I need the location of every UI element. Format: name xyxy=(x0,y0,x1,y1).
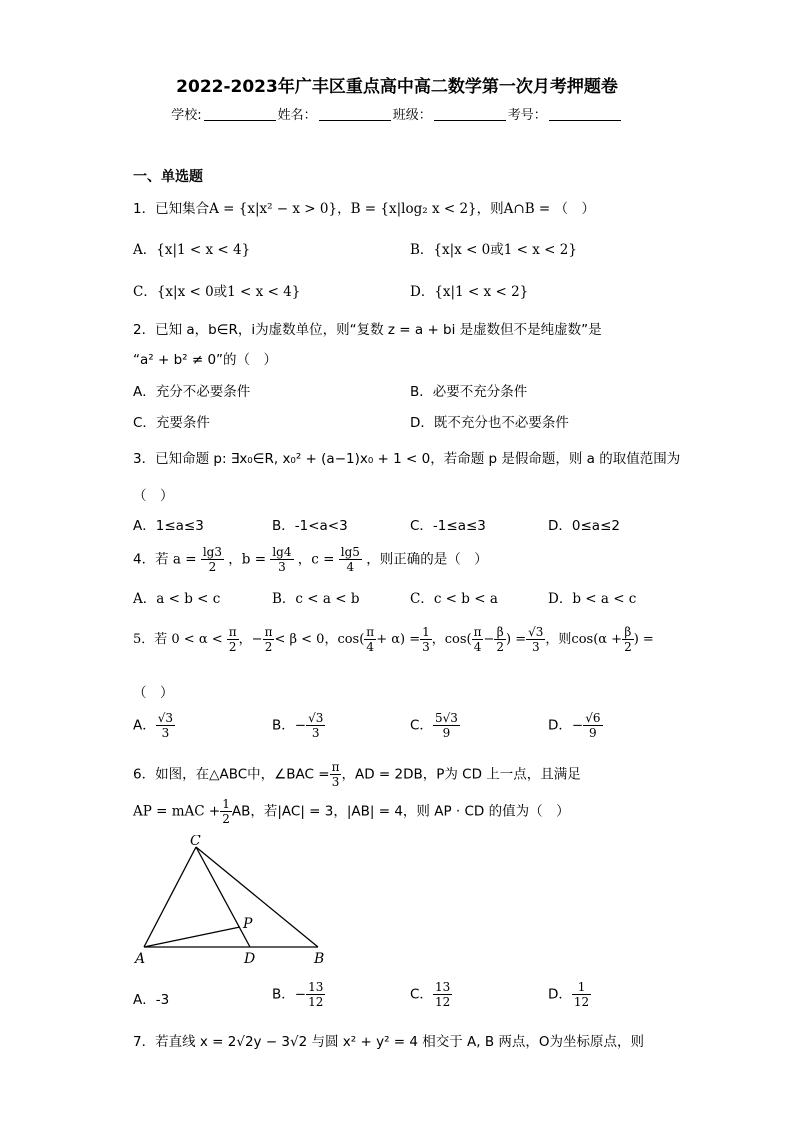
q1-comma: ， xyxy=(337,201,351,217)
q6-opt-d-label: D． xyxy=(548,986,572,1003)
q5-opt-c-label: C． xyxy=(410,717,433,734)
q2-stem-line1: 2．已知 a，b∈R，i为虚数单位，则“复数 z = a + bi 是虚数但不是纯虚数”是 xyxy=(133,322,602,338)
q6-opt-c-label: C． xyxy=(410,986,433,1003)
q6-option-c[interactable] xyxy=(410,980,452,1009)
q3-option-a[interactable]: A．1≤a≤3 xyxy=(133,518,204,534)
q1-then: ，则 xyxy=(476,201,504,217)
q7-stem-line1: 7．若直线 x = 2√2y − 3√2 与圆 x² + y² = 4 相交于 A, B 两点，O为坐标原点，则 xyxy=(133,1034,645,1050)
label-b: B xyxy=(314,951,325,967)
q6-opt-a-label: A． xyxy=(133,992,156,1008)
q5-frac-beta-2 xyxy=(494,625,506,654)
q2-option-a[interactable]: A．充分不必要条件 xyxy=(133,384,251,400)
q5-two-d: 2 xyxy=(624,640,632,654)
label-c: C xyxy=(190,835,201,849)
q4-suffix: ，则正确的是（ ） xyxy=(366,551,488,568)
q1-option-d[interactable]: D．{x|1 < x < 2} xyxy=(410,284,529,300)
q6-opt-a-value: -3 xyxy=(155,992,170,1008)
q5-pi-c: π xyxy=(366,625,375,639)
q4-a-num: lg3 xyxy=(202,545,222,559)
q5-part-b: ，− xyxy=(238,632,263,647)
q6-opt-d-frac xyxy=(572,980,591,1009)
q5-part-e: ，cos( xyxy=(431,632,472,647)
section-title: 一、单选题 xyxy=(133,169,203,185)
q5-option-b[interactable] xyxy=(272,711,325,740)
q1-stem xyxy=(133,197,595,217)
q5-option-c[interactable] xyxy=(410,711,460,740)
q5-opt-a-den: 3 xyxy=(161,726,170,740)
name-label: 姓名： xyxy=(277,108,317,123)
q3-option-c[interactable]: C．-1≤a≤3 xyxy=(410,518,486,534)
q5-part-c: < β < 0，cos( xyxy=(274,632,365,647)
q6-opt-d-num: 1 xyxy=(572,980,591,995)
q1-question: A∩B = （ ） xyxy=(503,201,596,217)
q5-stem-line2: （ ） xyxy=(133,685,174,701)
q2-stem-line2: “a² + b² ≠ 0”的（ ） xyxy=(133,352,278,368)
q6-frac-pi-3 xyxy=(330,760,342,789)
school-label: 学校: xyxy=(171,108,202,123)
q5-frac-beta-2b xyxy=(622,625,634,654)
q3-stem-line1: 3．已知命题 p: ∃x₀∈R, x₀² + (a−1)x₀ + 1 < 0，若命题 p 是假命题，则 a 的取值范围为 xyxy=(133,451,681,467)
q5-three-b: 3 xyxy=(531,640,540,654)
q5-four: 4 xyxy=(366,640,375,654)
q6-opt-b-den: 12 xyxy=(308,995,324,1009)
number-blank xyxy=(549,108,621,121)
q5-part-h: ，则cos(α + xyxy=(545,632,623,647)
q6-three: 3 xyxy=(331,775,340,789)
q5-opt-b-label: B． xyxy=(272,717,295,734)
q4-c-fraction xyxy=(339,545,362,574)
q6-half-num: 1 xyxy=(222,797,230,811)
q5-beta: β xyxy=(494,625,506,640)
student-info-line xyxy=(0,104,794,123)
q6-opt-c-num: 13 xyxy=(434,980,451,994)
q6-triangle-figure xyxy=(130,835,340,970)
q6-opt-c-frac xyxy=(433,980,452,1009)
q5-two-b: 2 xyxy=(264,640,273,654)
q6-opt-c-den: 12 xyxy=(434,995,451,1009)
q1-set-b: B = {x|log₂ x < 2} xyxy=(350,201,477,217)
q2-option-b[interactable]: B．必要不充分条件 xyxy=(410,384,528,400)
q5-option-a[interactable] xyxy=(133,711,175,740)
q6-half-den: 2 xyxy=(222,812,230,826)
q4-stem xyxy=(133,545,488,574)
q6-opt-b-num: 13 xyxy=(308,980,324,994)
q4-option-b[interactable]: B．c < a < b xyxy=(272,591,360,607)
q6-option-a[interactable] xyxy=(133,988,169,1008)
q5-two-c: 2 xyxy=(496,640,505,654)
q5-opt-d-label: D． xyxy=(548,717,572,734)
q5-frac-sqrt3-3 xyxy=(526,625,545,654)
q6-option-d[interactable] xyxy=(548,980,591,1009)
q6-opt-b-label: B． xyxy=(272,986,295,1003)
q6-opt-b-frac xyxy=(306,980,325,1009)
segment-cd xyxy=(196,847,250,947)
q5-stem-line1 xyxy=(133,625,654,654)
q4-b-den: 3 xyxy=(278,560,286,574)
q6-option-b[interactable] xyxy=(272,980,325,1009)
q5-part-f: − xyxy=(483,632,495,647)
q2-option-d[interactable]: D．既不充分也不必要条件 xyxy=(410,415,569,431)
q5-beta-b: β xyxy=(622,625,634,640)
class-blank xyxy=(434,108,506,121)
q5-part-a: 5．若 0 < α < xyxy=(133,632,223,647)
q5-four-b: 4 xyxy=(473,640,482,654)
q5-two: 2 xyxy=(228,640,237,654)
q4-option-a[interactable]: A．a < b < c xyxy=(133,591,221,607)
q4-c-lhs: ，c = xyxy=(297,551,335,568)
q3-option-b[interactable]: B．-1<a<3 xyxy=(272,518,348,534)
q5-pi-b: π xyxy=(264,625,273,639)
q5-opt-b-num: √3 xyxy=(308,711,324,725)
q4-prefix: 4．若 xyxy=(133,551,169,568)
segment-ap xyxy=(144,927,240,947)
q5-opt-d-sign: − xyxy=(571,717,584,734)
q1-option-a[interactable]: A．{x|1 < x < 4} xyxy=(133,242,251,258)
q5-opt-a-frac xyxy=(156,711,175,740)
q3-option-d[interactable]: D．0≤a≤2 xyxy=(548,518,620,534)
q6-part-b: ，AD = 2DB，P为 CD 上一点，且满足 xyxy=(341,766,581,783)
q5-three: 3 xyxy=(422,640,430,654)
q5-part-d: + α) = xyxy=(376,632,421,647)
q1-stem-text: 1．已知集合 xyxy=(133,201,210,217)
q6-opt-b-sign: − xyxy=(294,986,307,1003)
q6-stem-line2 xyxy=(133,797,570,826)
q5-opt-b-den: 3 xyxy=(311,726,320,740)
q5-opt-c-frac xyxy=(433,711,460,740)
q5-frac-pi-4 xyxy=(364,625,376,654)
class-label: 班级： xyxy=(392,108,432,123)
q6-part-c: AP = mAC + xyxy=(133,803,221,820)
q5-frac-1-3 xyxy=(420,625,432,654)
q6-frac-half xyxy=(220,797,232,826)
q1-option-c[interactable]: C．{x|x < 0或1 < x < 4} xyxy=(133,284,301,300)
q6-stem-line1 xyxy=(133,760,581,789)
q5-opt-d-den: 9 xyxy=(589,726,597,740)
q5-option-d[interactable] xyxy=(548,711,603,740)
q5-pi: π xyxy=(228,625,237,639)
q5-sqrt3: √3 xyxy=(528,625,544,639)
q5-opt-a-num: √3 xyxy=(157,711,174,725)
q4-option-d[interactable]: D．b < a < c xyxy=(548,591,637,607)
q5-frac-pi-2 xyxy=(227,625,239,654)
q5-opt-d-frac xyxy=(583,711,602,740)
q4-a-fraction xyxy=(201,545,224,574)
q5-part-i: ) = xyxy=(633,632,654,647)
label-d: D xyxy=(244,951,256,967)
label-a: A xyxy=(135,951,146,967)
q4-a-den: 2 xyxy=(208,560,217,574)
label-p: P xyxy=(243,916,253,932)
q5-opt-b-sign: − xyxy=(294,717,307,734)
q4-option-c[interactable]: C．c < b < a xyxy=(410,591,498,607)
q5-part-g: ) = xyxy=(506,632,527,647)
name-blank xyxy=(319,108,391,121)
q5-opt-c-num: 5√3 xyxy=(434,711,458,725)
q6-part-d: AB，若|AC| = 3，|AB| = 4，则 AP · CD 的值为（ ） xyxy=(231,803,570,820)
q5-opt-b-frac xyxy=(306,711,325,740)
q2-option-c[interactable]: C．充要条件 xyxy=(133,415,210,431)
q5-one: 1 xyxy=(422,625,430,639)
q3-stem-line2: （ ） xyxy=(133,488,174,504)
q1-set-a: A = {x|x² − x > 0} xyxy=(209,201,338,217)
school-blank xyxy=(204,108,276,121)
q4-b-num: lg4 xyxy=(272,545,292,559)
q5-opt-c-den: 9 xyxy=(442,726,451,740)
q5-frac-pi-2b xyxy=(263,625,275,654)
exam-title: 2022-2023年广丰区重点高中高二数学第一次月考押题卷 xyxy=(176,77,618,97)
q5-pi-d: π xyxy=(473,625,482,639)
q5-opt-a-label: A． xyxy=(133,717,156,734)
q5-opt-d-num: √6 xyxy=(585,711,601,725)
q4-c-den: 4 xyxy=(346,560,355,574)
q4-c-num: lg5 xyxy=(340,545,360,559)
q5-frac-pi-4b xyxy=(472,625,484,654)
q4-a-lhs: a = xyxy=(172,551,197,568)
q6-opt-d-den: 12 xyxy=(573,995,590,1009)
q6-pi: π xyxy=(331,760,340,774)
q4-b-lhs: ，b = xyxy=(228,551,267,568)
number-label: 考号： xyxy=(507,108,547,123)
q4-b-fraction xyxy=(270,545,293,574)
edge-ca xyxy=(144,847,196,947)
q1-option-b[interactable]: B．{x|x < 0或1 < x < 2} xyxy=(410,242,577,258)
q6-part-a: 6．如图，在△ABC中，∠BAC = xyxy=(133,766,330,783)
